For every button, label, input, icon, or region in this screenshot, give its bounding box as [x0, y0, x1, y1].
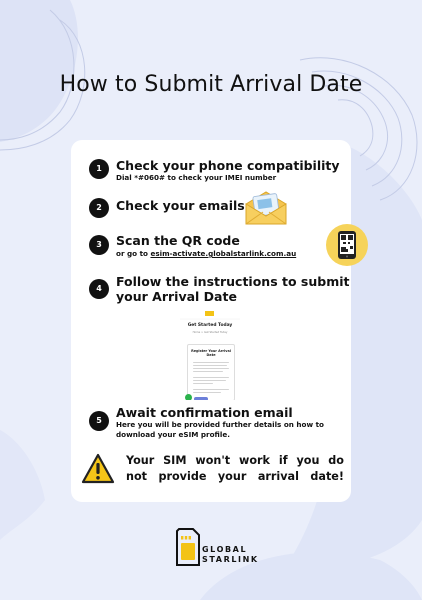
mockup-text-line — [193, 365, 227, 366]
brand-line-1: GLOBAL — [202, 545, 248, 554]
step-number-3: 3 — [89, 235, 109, 255]
mockup-button — [194, 397, 208, 400]
activation-link[interactable]: esim-activate.globalstarlink.com.au — [150, 249, 297, 258]
step-4-title-line2: your Arrival Date — [116, 289, 237, 304]
step-number-2: 2 — [89, 198, 109, 218]
step-3-title: Scan the QR code — [116, 233, 240, 248]
mockup-text-line — [193, 389, 229, 390]
step-number-1: 1 — [89, 159, 109, 179]
mockup-text-line — [193, 362, 229, 363]
page-title: How to Submit Arrival Date — [59, 72, 363, 97]
mockup-text-line — [193, 371, 223, 372]
mockup-breadcrumb: Home > Get Started Today — [192, 331, 228, 334]
step-5-title: Await confirmation email — [116, 405, 293, 420]
warning-icon — [81, 453, 115, 484]
mockup-box-title-line1: Register Your Arrival — [191, 349, 231, 353]
mockup-text-line — [193, 392, 221, 393]
mockup-text-line — [193, 377, 229, 378]
step-5-subtitle-line2: download your eSIM profile. — [116, 430, 230, 439]
mockup-box-title-line2: Date — [206, 353, 216, 358]
mockup-box-title — [190, 349, 232, 357]
brand-line-2: STARLINK — [202, 555, 259, 564]
qr-phone-icon — [326, 224, 368, 266]
brand-logo-text — [202, 545, 259, 565]
mockup-text-line — [193, 383, 213, 384]
sim-card-logo-icon — [176, 528, 200, 566]
step-2-title: Check your emails — [116, 198, 245, 213]
step-1-subtitle: Dial *#060# to check your IMEI number — [116, 173, 277, 182]
step-4-title-line1: Follow the instructions to submit — [116, 274, 350, 289]
chat-icon — [185, 394, 192, 400]
website-mockup — [170, 308, 250, 400]
step-number-4: 4 — [89, 279, 109, 299]
warning-line-1: Your SIM won't work if you do — [126, 454, 344, 467]
mockup-header — [170, 308, 250, 320]
warning-text — [126, 453, 344, 485]
mockup-register-box — [187, 344, 235, 400]
mockup-text-line — [193, 368, 229, 369]
envelope-icon — [243, 188, 289, 228]
step-5-subtitle-line1: Here you will be provided further details on how to — [116, 420, 324, 429]
step-1-title: Check your phone compatibility — [116, 158, 340, 173]
step-number-5: 5 — [89, 411, 109, 431]
warning-line-2: not provide your arrival date! — [126, 470, 344, 483]
mockup-text-line — [193, 380, 226, 381]
mockup-page-title: Get Started Today — [187, 323, 233, 328]
step-3-subtitle — [116, 249, 296, 258]
step-3-subtitle-prefix: or go to — [116, 249, 151, 258]
